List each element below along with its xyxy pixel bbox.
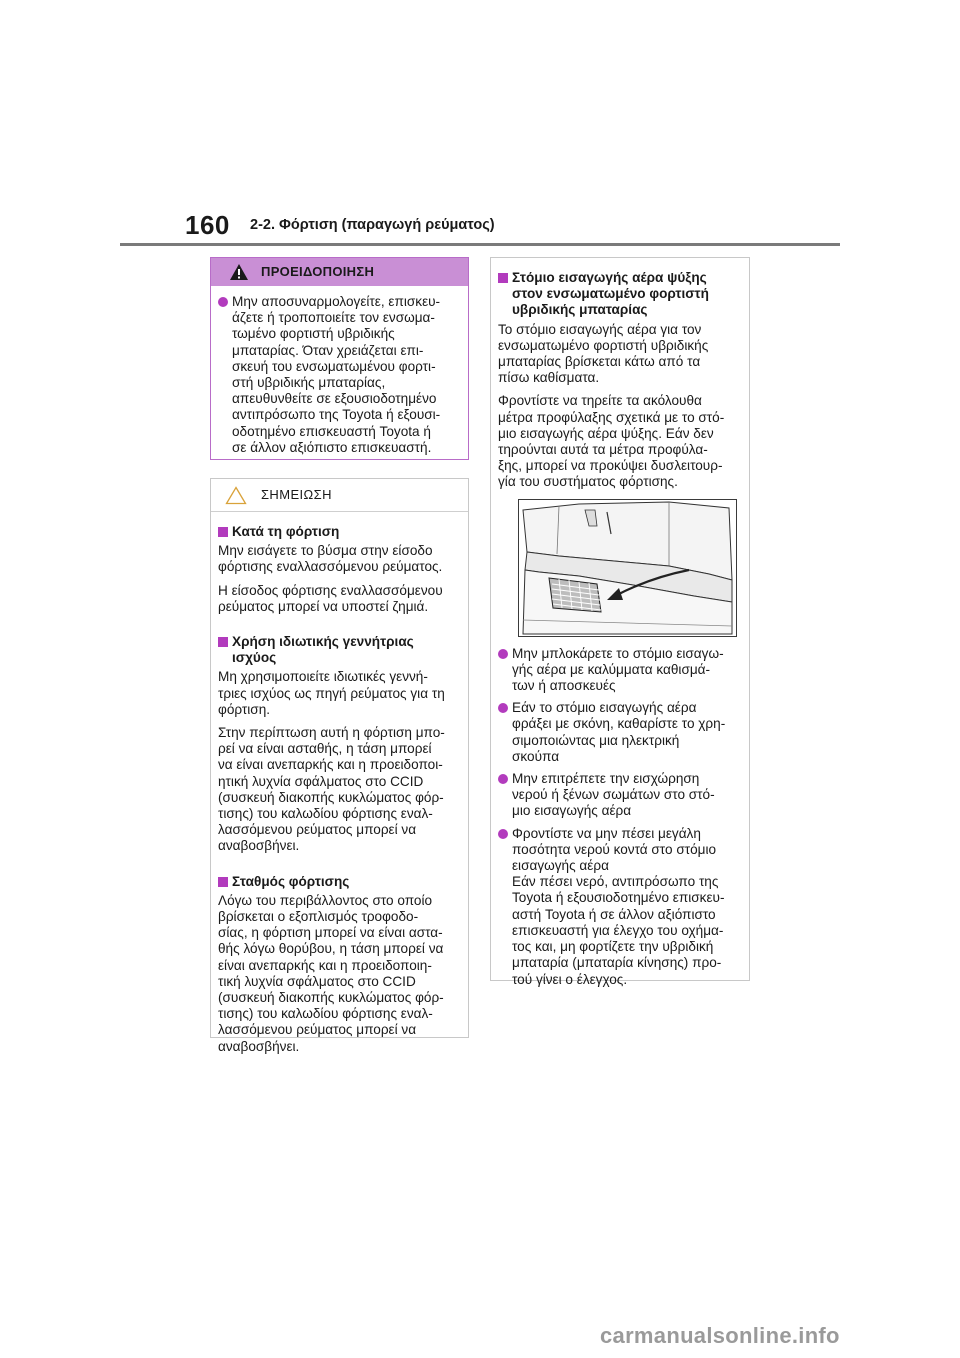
- notice-header: [211, 479, 468, 512]
- list-item: Μην μπλοκάρετε το στόμιο εισαγω- γής αέρα με καλύμματα καθισμά- των ή αποσκευές: [498, 646, 741, 695]
- paragraph: Μη χρησιμοποιείτε ιδιωτικές γεννή- τριες ισχύος ως πηγή ρεύματος για τη φόρτιση.: [218, 669, 445, 717]
- square-bullet-icon: [218, 637, 228, 647]
- watermark: carmanualsonline.info: [600, 1323, 840, 1348]
- subheading: Χρήση ιδιωτικής γεννήτριας ισχύος: [218, 634, 460, 666]
- subheading: Σταθμός φόρτισης: [218, 874, 460, 890]
- paragraph: Λόγω του περιβάλλοντος στο οποίο βρίσκεται ο εξοπλισμός τροφοδο- σίας, η φόρτιση μπορεί να είναι αστα- θής λόγω θορύβου, η τάση μπορεί να είναι ανεπαρκής και η προειδοποιη- τική λυχνία σφάλματος στο CCID (συσκευή διακοπής κυκλώματος φόρ- τισης) του καλωδίου φόρτισης εναλ- λασσόμενου ρεύματος μπορεί να αναβοσβήνει.: [218, 892, 444, 1054]
- air-intake-illustration: [518, 499, 737, 637]
- paragraph: Στην περίπτωση αυτή η φόρτιση μπο- ρεί να είναι ασταθής, η τάση μπορεί να είναι ανεπαρκής και η προειδοποι- ητική λυχνία σφάλματος στο CCID (συσκευή διακοπής κυκλώματος φόρ- τισης) του καλωδίου φόρτισης εναλ- λασσόμενου ρεύματος μπορεί να αναβοσβήνει.: [218, 725, 445, 854]
- intake-box: [490, 257, 750, 987]
- paragraph: Η είσοδος φόρτισης εναλλασσόμενου ρεύματος μπορεί να υποστεί ζημιά.: [218, 582, 443, 614]
- section-title: 2-2. Φόρτιση (παραγωγή ρεύματος): [250, 217, 495, 233]
- paragraph: Μην εισάγετε το βύσμα στην είσοδο φόρτισης εναλλασσόμενου ρεύματος.: [218, 543, 443, 575]
- bullet-dot-icon: [218, 297, 228, 307]
- paragraph: Το στόμιο εισαγωγής αέρα για τον ενσωματωμένο φορτιστή υβριδικής μπαταρίας βρίσκεται κάτω από τα πίσω καθίσματα.: [498, 321, 709, 386]
- square-bullet-icon: [218, 527, 228, 537]
- square-bullet-icon: [218, 877, 228, 887]
- list-item: Φροντίστε να μην πέσει μεγάλη ποσότητα νερού κοντά στο στόμιο εισαγωγής αέρα Εάν πέσει νερό, αντιπρόσωπο της Toyota ή εξουσιοδοτημένο επισκευ- αστή Toyota ή σε άλλον αξιόπιστο επισκευαστή για έλεγχο του οχήμα- τος και, μη φορτίζετε την υβριδική μπαταρία (μπαταρία κίνησης) προ- τού γίνει ο έλεγχος.: [498, 826, 741, 988]
- list-item: Μην επιτρέπετε την εισχώρηση νερού ή ξένων σωμάτων στο στό- μιο εισαγωγής αέρα: [498, 771, 741, 820]
- warning-triangle-icon: [229, 263, 249, 281]
- notice-title: ΣΗΜΕΙΩΣΗ: [261, 486, 332, 502]
- paragraph: Φροντίστε να τηρείτε τα ακόλουθα μέτρα προφύλαξης σχετικά με το στό- μιο εισαγωγής αέρα ψύξης. Εάν δεν τηρούνται αυτά τα μέτρα προφύλα- ξης, μπορεί να προκύψει δυσλειτουρ- γία του συστήματος φόρτισης.: [498, 393, 725, 490]
- notice-triangle-icon: [225, 486, 247, 505]
- warning-box: [210, 257, 469, 460]
- warning-title: ΠΡΟΕΙΔΟΠΟΙΗΣΗ: [261, 263, 375, 279]
- subheading: Στόμιο εισαγωγής αέρα ψύξης στον ενσωματωμένο φορτιστή υβριδικής μπαταρίας: [498, 270, 741, 319]
- square-bullet-icon: [498, 273, 508, 283]
- warning-text: Μην αποσυναρμολογείτε, επισκευ- άζετε ή τροποποιείτε τον ενσωμα- τωμένο φορτιστή υβριδικής μπαταρίας. Όταν χρειάζεται επι- σκευή του ενσωματωμένου φορτι- στή υβριδικής μπαταρίας, απευθυνθείτε σε εξουσιοδοτημένο αντιπρόσωπο της Toyota ή εξουσι- οδοτημένο επισκευαστή Toyota ή σε άλλον αξιόπιστο επισκευαστή.: [232, 294, 441, 455]
- list-item: [218, 294, 460, 456]
- bullet-dot-icon: [498, 829, 508, 839]
- notice-box: [210, 478, 469, 1054]
- subheading: Κατά τη φόρτιση: [218, 524, 460, 540]
- warning-header: [211, 258, 468, 286]
- bullet-dot-icon: [498, 774, 508, 784]
- bullet-dot-icon: [498, 703, 508, 713]
- header-divider: [120, 243, 840, 246]
- page-number: 160: [185, 210, 230, 240]
- bullet-dot-icon: [498, 649, 508, 659]
- list-item: Εάν το στόμιο εισαγωγής αέρα φράξει με σκόνη, καθαρίστε το χρη- σιμοποιώντας μια ηλεκτρική σκούπα: [498, 700, 741, 765]
